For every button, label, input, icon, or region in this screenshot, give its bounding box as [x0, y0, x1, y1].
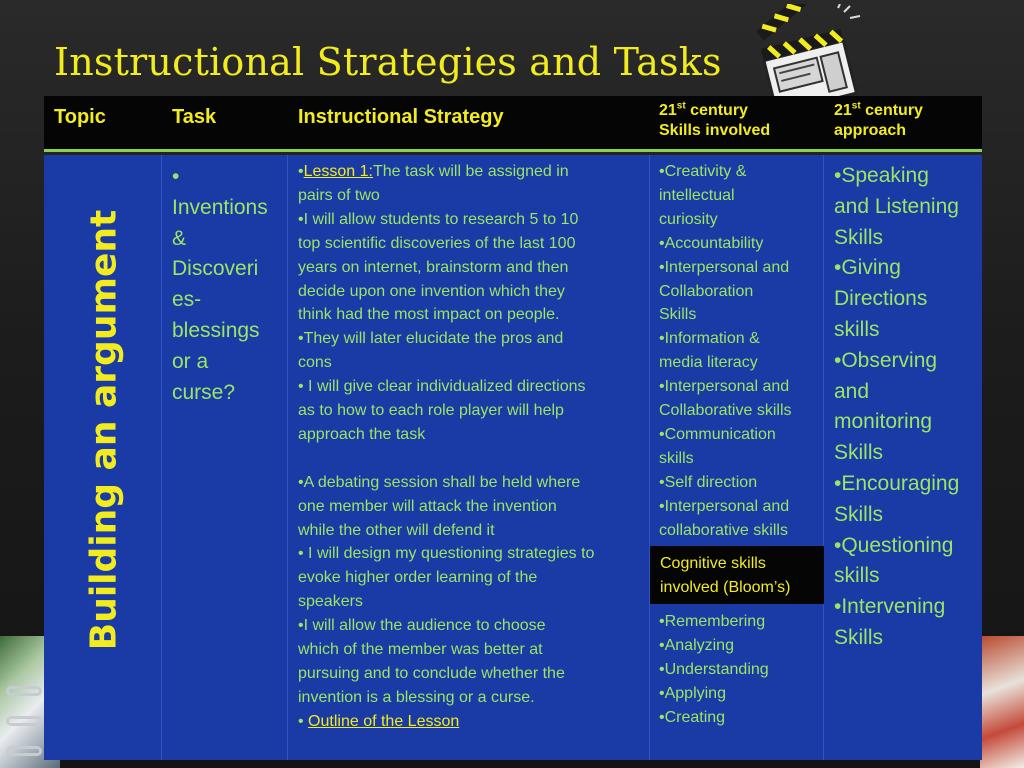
task-line: or a — [172, 349, 209, 373]
binder-ring — [6, 746, 42, 756]
task-line: blessings — [172, 318, 260, 342]
approach-item: Skills — [834, 225, 884, 249]
skills-item: •Interpersonal and — [659, 258, 790, 276]
strategy-text — [298, 160, 648, 734]
approach-item: skills — [834, 564, 880, 588]
header-topic: Topic — [54, 106, 106, 128]
task-line: curse? — [172, 380, 236, 404]
header-approach — [834, 96, 923, 152]
strategy-line: while the other will defend it — [298, 521, 495, 539]
approach-item: skills — [834, 317, 880, 341]
blooms-item: •Remembering — [659, 613, 766, 630]
strategy-line: cons — [298, 354, 332, 372]
strategy-line — [298, 447, 648, 471]
approach-item: •Intervening — [834, 595, 946, 619]
skills-item: Collaboration — [659, 282, 754, 300]
strategy-line: years on internet, brainstorm and then — [298, 258, 569, 276]
strategy-line: •They will later elucidate the pros and — [298, 330, 564, 348]
skills-item: •Communication — [659, 425, 776, 443]
skills-item: intellectual — [659, 186, 735, 204]
strategy-outline-line — [298, 710, 648, 734]
header-approach-sup: st — [851, 100, 861, 112]
task-line: • — [172, 165, 180, 188]
strategy-line: one member will attack the invention — [298, 497, 557, 515]
header-skills-line1: century — [685, 102, 748, 119]
approach-item: Skills — [834, 441, 884, 465]
outline-of-lesson-link[interactable]: Outline of the Lesson — [308, 712, 460, 730]
blooms-item: •Understanding — [659, 660, 769, 678]
skills-item: •Creativity & — [659, 163, 747, 180]
header-skills — [659, 96, 770, 152]
strategy-line: as to how to each role player will help — [298, 402, 564, 420]
binder-ring — [6, 686, 42, 696]
approach-item: and — [834, 379, 870, 403]
slide-title: Instructional Strategies and Tasks — [54, 40, 722, 84]
skills-item: curiosity — [659, 210, 718, 228]
header-approach-num: 21 — [834, 102, 852, 119]
skills-item: skills — [659, 449, 694, 467]
skills-item: collaborative skills — [659, 521, 788, 539]
task-line: es- — [172, 288, 202, 312]
approach-item: •Giving — [834, 256, 901, 280]
header-approach-line2: approach — [834, 122, 907, 139]
strategy-line: which of the member was better at — [298, 641, 543, 659]
lesson-1-link[interactable]: Lesson 1: — [303, 163, 373, 180]
skills-list — [659, 160, 815, 543]
blooms-item: •Creating — [659, 708, 726, 726]
skills-item: •Information & — [659, 330, 760, 348]
task-line: Inventions — [172, 195, 268, 219]
blooms-header-line: Cognitive skills — [660, 555, 766, 572]
blooms-item: •Analyzing — [659, 636, 734, 654]
approach-item: •Questioning — [834, 533, 954, 557]
approach-list — [834, 161, 978, 654]
strategy-line: top scientific discoveries of the last 100 — [298, 234, 576, 252]
header-skills-num: 21 — [659, 102, 677, 119]
approach-item: monitoring — [834, 410, 933, 434]
strategy-line: speakers — [298, 593, 363, 611]
table-header-row — [44, 96, 982, 152]
strategy-line: pairs of two — [298, 186, 380, 204]
strategy-line: approach the task — [298, 425, 426, 443]
task-text — [172, 162, 282, 408]
approach-item: •Encouraging — [834, 471, 960, 495]
approach-item: Skills — [834, 625, 884, 649]
topic-text: Building an argument — [83, 209, 125, 651]
strategy-first-line — [298, 160, 648, 184]
strategy-bullet: • — [298, 163, 304, 180]
header-skills-line2: Skills involved — [659, 122, 771, 139]
blooms-list — [659, 610, 815, 730]
skills-item: Skills — [659, 306, 697, 324]
strategy-line: • I will give clear individualized directions — [298, 378, 586, 396]
blooms-item: •Applying — [659, 684, 726, 702]
approach-item: Directions — [834, 287, 928, 311]
blooms-header-box — [650, 546, 824, 604]
header-skills-sup: st — [676, 100, 686, 112]
task-line: & — [172, 226, 187, 250]
strategy-line: •I will allow the audience to choose — [298, 617, 546, 635]
header-task: Task — [172, 106, 217, 128]
strategy-line: •I will allow students to research 5 to 10 — [298, 210, 579, 228]
strategy-line: •A debating session shall be held where — [298, 473, 581, 491]
background-photo-right — [980, 636, 1024, 768]
binder-ring — [6, 716, 42, 726]
outline-bullet: • — [298, 712, 309, 730]
approach-item: •Observing — [834, 348, 938, 372]
approach-item: and Listening — [834, 194, 959, 218]
blooms-header-line: involved (Bloom’s) — [660, 578, 791, 596]
approach-item: •Speaking — [834, 164, 929, 187]
skills-item: media literacy — [659, 354, 758, 372]
strategy-line: pursuing and to conclude whether the — [298, 665, 565, 683]
strategy-line: evoke higher order learning of the — [298, 569, 538, 587]
task-line: Discoveri — [172, 257, 259, 281]
skills-item: •Interpersonal and — [659, 378, 790, 396]
strategy-line: invention is a blessing or a curse. — [298, 688, 535, 706]
strategy-line: • I will design my questioning strategies to — [298, 545, 595, 563]
header-approach-line1: century — [860, 102, 923, 119]
skills-item: •Self direction — [659, 473, 758, 491]
approach-item: Skills — [834, 502, 884, 526]
strategy-line: think had the most impact on people. — [298, 306, 560, 324]
skills-item: •Interpersonal and — [659, 497, 790, 515]
topic-vertical-wrapper — [44, 160, 164, 700]
strategy-line: decide upon one invention which they — [298, 282, 565, 300]
strategy-lesson-text: The task will be assigned in — [373, 163, 569, 180]
skills-item: Collaborative skills — [659, 402, 792, 420]
skills-item: •Accountability — [659, 234, 764, 252]
header-strategy: Instructional Strategy — [298, 106, 504, 128]
